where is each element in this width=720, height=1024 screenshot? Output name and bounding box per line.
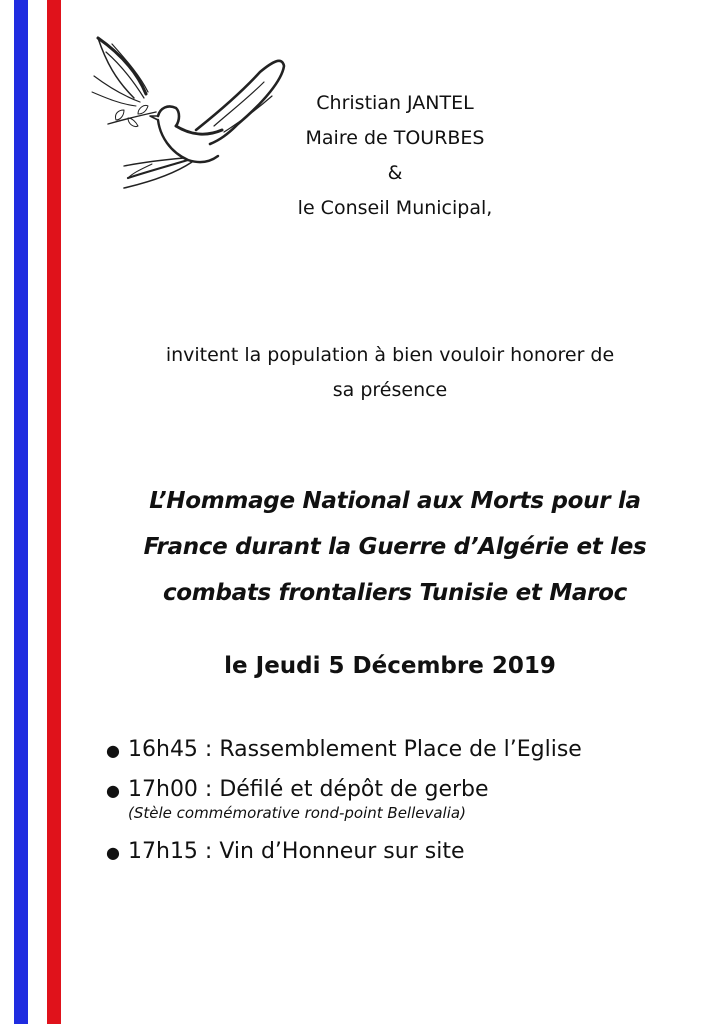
flag-stripe-blue	[14, 0, 28, 1024]
schedule-item-note: (Stèle commémorative rond-point Bellevalia)	[128, 804, 466, 822]
event-title	[90, 478, 700, 616]
organizer-header	[240, 86, 550, 226]
bullet-icon: ●	[106, 843, 120, 862]
ampersand: &	[387, 162, 403, 184]
schedule-item-text: 17h00 : Défilé et dépôt de gerbe	[128, 777, 489, 802]
council-name: le Conseil Municipal,	[297, 197, 493, 219]
flag-stripe-red	[47, 0, 61, 1024]
invitation-text	[90, 338, 690, 408]
schedule-item-text: 17h15 : Vin d’Honneur sur site	[128, 839, 465, 864]
schedule-item-text: 16h45 : Rassemblement Place de l’Eglise	[128, 737, 582, 762]
bullet-icon: ●	[106, 781, 120, 800]
schedule-list	[106, 730, 666, 872]
event-title-line-2: France durant la Guerre d’Algérie et les	[143, 534, 647, 560]
invitation-line-1: invitent la population à bien vouloir honorer de	[165, 344, 615, 366]
invitation-line-2: sa présence	[332, 379, 448, 401]
schedule-item	[106, 730, 666, 770]
event-title-line-1: L’Hommage National aux Morts pour la	[149, 488, 641, 514]
bullet-icon: ●	[106, 741, 120, 760]
mayor-title: Maire de TOURBES	[305, 127, 485, 149]
event-date: le Jeudi 5 Décembre 2019	[224, 653, 556, 679]
event-title-line-3: combats frontaliers Tunisie et Maroc	[162, 580, 628, 606]
schedule-item	[106, 832, 666, 872]
mayor-name: Christian JANTEL	[316, 92, 474, 114]
